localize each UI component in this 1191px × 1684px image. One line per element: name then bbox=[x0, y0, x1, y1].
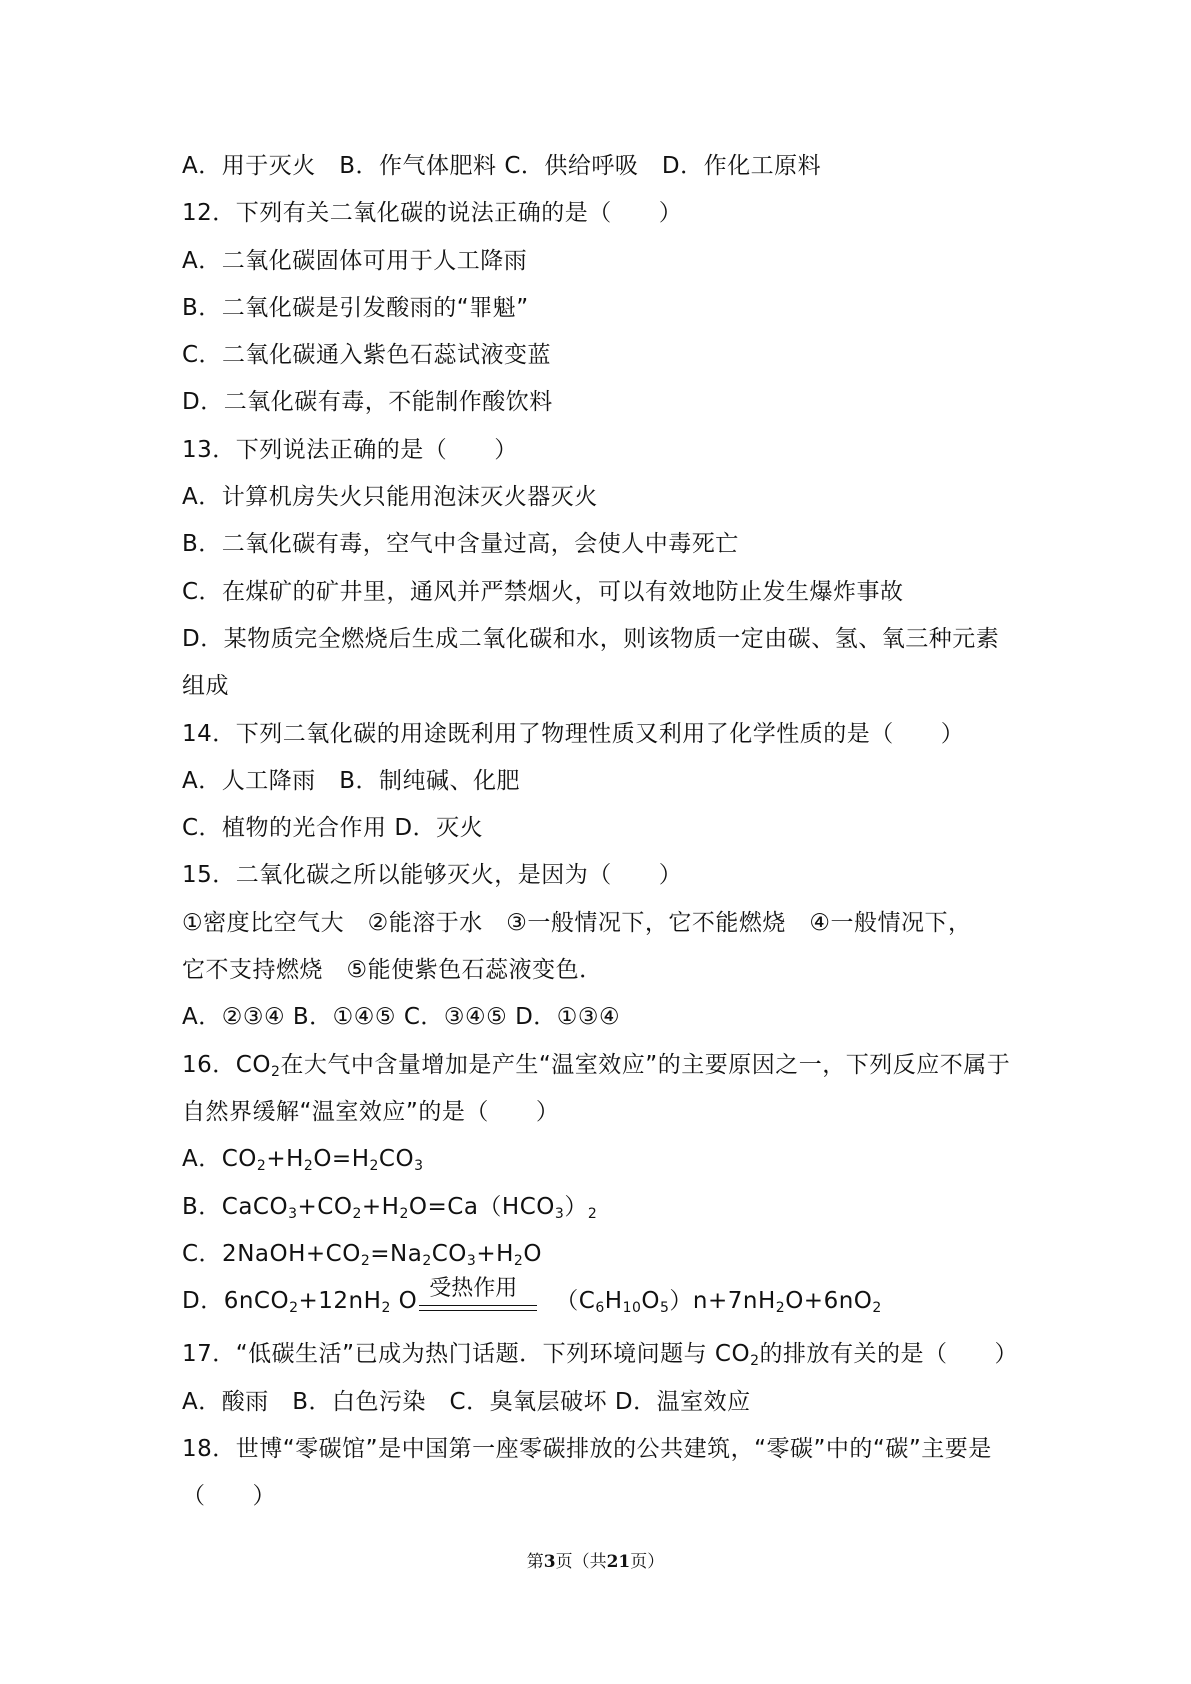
q14-options-cd: C．植物的光合作用 D．灭火 bbox=[182, 815, 484, 842]
equals-line-top bbox=[419, 1305, 537, 1306]
q15-options: A．②③④ B．①④⑤ C．③④⑤ D．①③④ bbox=[182, 1004, 621, 1031]
q13-option-a: A．计算机房失火只能用泡沫灭火器灭火 bbox=[182, 484, 598, 511]
q11-options: A．用于灭火 B．作气体肥料 C．供给呼吸 D．作化工原料 bbox=[182, 153, 822, 179]
q18-stem-cont: （ ） bbox=[182, 1483, 276, 1510]
q15-statements-cont: 它不支持燃烧 ⑤能使紫色石蕊液变色． bbox=[182, 957, 603, 984]
reaction-condition-label: 受热作用 bbox=[429, 1276, 518, 1302]
q13-option-d-cont: 组成 bbox=[182, 673, 229, 700]
q12-option-d: D．二氧化碳有毒，不能制作酸饮料 bbox=[182, 389, 553, 416]
equals-line-bottom bbox=[419, 1310, 537, 1311]
q13-stem: 13．下列说法正确的是（ ） bbox=[182, 436, 518, 463]
q15-stem: 15．二氧化碳之所以能够灭火，是因为（ ） bbox=[182, 862, 683, 889]
q12-stem: 12．下列有关二氧化碳的说法正确的是（ ） bbox=[182, 200, 683, 227]
q14-options-ab: A．人工降雨 B．制纯碱、化肥 bbox=[182, 767, 521, 794]
q16-option-b: B．$CaCO_3+CO_2+H_2O=Ca(HCO_3)_2$ bbox=[182, 1193, 598, 1222]
total-pages: 21 bbox=[606, 1552, 631, 1572]
reaction-condition-arrow bbox=[419, 1278, 537, 1325]
q15-statements: ①密度比空气大 ②能溶于水 ③一般情况下，它不能燃烧 ④一般情况下， bbox=[182, 909, 972, 936]
q18-stem: 18．世博“零碳馆”是中国第一座零碳排放的公共建筑，“零碳”中的“碳”主要是 bbox=[182, 1436, 992, 1463]
q16-stem-cont: 自然界缓解“温室效应”的是（ ） bbox=[182, 1098, 560, 1125]
q12-option-b: B．二氧化碳是引发酸雨的“罪魁” bbox=[182, 294, 529, 321]
page-footer: 第3页（共21页） bbox=[526, 1552, 665, 1572]
question-body bbox=[182, 143, 1042, 1521]
q13-option-c: C．在煤矿的矿井里，通风并严禁烟火，可以有效地防止发生爆炸事故 bbox=[182, 578, 904, 605]
q16-option-a: A．$CO_2+H_2O=H_2CO_3$ bbox=[182, 1146, 424, 1175]
q14-stem: 14．下列二氧化碳的用途既利用了物理性质又利用了化学性质的是（ ） bbox=[182, 720, 965, 747]
q13-option-d: D．某物质完全燃烧后生成二氧化碳和水，则该物质一定由碳、氢、氧三种元素 bbox=[182, 625, 1000, 652]
q12-option-c: C．二氧化碳通入紫色石蕊试液变蓝 bbox=[182, 342, 552, 369]
q17-stem: 17．“低碳生活”已成为热门话题．下列环境问题与 $CO_2$的排放有关的是（ ） bbox=[182, 1341, 1018, 1370]
q12-option-a: A．二氧化碳固体可用于人工降雨 bbox=[182, 247, 528, 274]
q16-option-d: D．$6nCO_2+12nH_2$ O 受热作用 $(C_6H_{10}O_5)n+7nH_2O+6nO_2$ bbox=[182, 1278, 1042, 1325]
q13-option-b: B．二氧化碳有毒，空气中含量过高，会使人中毒死亡 bbox=[182, 531, 739, 558]
q17-options: A．酸雨 B．白色污染 C．臭氧层破坏 D．温室效应 bbox=[182, 1388, 751, 1415]
current-page-number: 3 bbox=[543, 1552, 556, 1572]
q16-stem: 16．$CO_2$在大气中含量增加是产生“温室效应”的主要原因之一，下列反应不属于 bbox=[182, 1051, 1011, 1080]
q16-option-c: C．$2NaOH+CO_2=Na_2CO_3+H_2O$ bbox=[182, 1240, 542, 1269]
